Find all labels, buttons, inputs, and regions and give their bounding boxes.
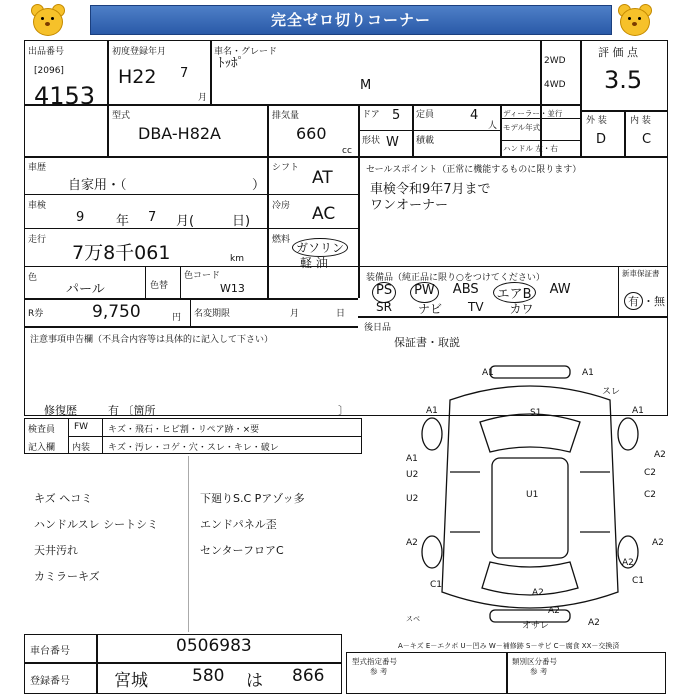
car-name: ﾄｯﾎﾟ xyxy=(218,56,244,71)
plate-label: 登録番号 xyxy=(30,676,70,687)
inspection-year-unit: 年 xyxy=(116,214,130,229)
fw-label: FW xyxy=(74,422,89,432)
history-label: 車歴 xyxy=(28,163,47,173)
mileage-label: 走行 xyxy=(28,235,47,245)
mark-14: A2 xyxy=(406,538,418,548)
plate-kana: は xyxy=(246,671,263,691)
mark-19: C1 xyxy=(632,576,645,586)
fuel-gasoline: ガソリン xyxy=(292,238,348,257)
mark-23: A2 xyxy=(588,618,600,628)
equipment-ps: PS xyxy=(372,282,396,303)
name-change-month: 月 xyxy=(290,309,300,319)
interior-score: C xyxy=(642,132,652,147)
model-year-label: モデル年式 xyxy=(503,123,541,132)
inspection-month-unit: 月( xyxy=(176,214,195,229)
mark-3: スレ xyxy=(602,387,621,397)
inspection-day-unit: 日) xyxy=(232,214,251,229)
car-name-label: 車名・グレード xyxy=(214,47,278,57)
displacement-unit: cc xyxy=(342,146,352,156)
ac-value: AC xyxy=(312,204,336,224)
hand-note-left-2: ハンドルスレ シートシミ xyxy=(34,518,159,531)
after-items-label: 後日品 xyxy=(364,323,392,333)
hand-note-right-1: 下廻りS.C Pアゾッ多 xyxy=(200,492,305,505)
recycle-label: R券 xyxy=(28,309,44,319)
page-banner: 完全ゼロ切りコーナー xyxy=(90,5,612,35)
lot-sub-number: [2096] xyxy=(34,66,64,76)
color-code-label: 色コード xyxy=(184,271,221,281)
category-ref: 参 考 xyxy=(530,667,548,676)
color-label: 色 xyxy=(28,273,38,283)
load-label: 積載 xyxy=(416,136,435,146)
first-registration-label: 初度登録年月 xyxy=(112,47,167,57)
evaluation-score: 3.5 xyxy=(604,66,643,94)
hand-note-right-2: エンドパネル歪 xyxy=(200,518,277,531)
shift-value: AT xyxy=(312,168,333,188)
capacity-unit: 人 xyxy=(488,121,498,131)
car-grade: M xyxy=(360,78,372,93)
mark-4: S1 xyxy=(530,408,542,418)
registration-month: 7 xyxy=(180,66,189,81)
mark-8: A1 xyxy=(406,454,418,464)
mark-6: A1 xyxy=(632,406,644,416)
displacement-value: 660 xyxy=(296,124,327,143)
damage-marks xyxy=(392,362,682,642)
mileage-value: 7万8千061 xyxy=(72,242,171,264)
mark-1: A1 xyxy=(482,368,494,378)
equipment-pw: PW xyxy=(410,282,439,303)
equipment-sr: SR xyxy=(376,300,392,314)
history-value: 自家用・（ xyxy=(68,178,127,193)
hand-note-left-1: キズ ヘコミ xyxy=(34,492,93,505)
handle-label: ハンドル 左・右 xyxy=(503,144,558,153)
lot-number: 4153 xyxy=(34,82,96,110)
ac-label: 冷房 xyxy=(272,201,291,211)
color-code-value: W13 xyxy=(220,282,245,295)
bear-mascot-left-icon xyxy=(28,2,66,36)
inspector-label-2: 記入欄 xyxy=(28,443,56,453)
shift-label: シフト xyxy=(272,163,300,173)
equipment-tv: TV xyxy=(467,300,484,314)
mark-9: U2 xyxy=(406,470,419,480)
mark-16: A2 xyxy=(622,558,634,568)
fuel-label: 燃料 xyxy=(272,235,291,245)
hand-note-right-3: センターフロアC xyxy=(200,544,284,557)
mark-21: スベ xyxy=(406,615,420,623)
registration-year: H22 xyxy=(118,66,157,88)
equipment-abs: ABS xyxy=(452,282,479,297)
mark-13: C2 xyxy=(644,468,657,478)
plate-number: 866 xyxy=(292,666,325,686)
mileage-unit: km xyxy=(230,254,244,264)
equipment-label: 装備品（純正品に限り○をつけてください） xyxy=(366,273,545,283)
plate-class: 580 xyxy=(192,666,225,686)
inspection-label: 車検 xyxy=(28,201,47,211)
color-change-label: 色替 xyxy=(150,281,169,291)
mark-15: A2 xyxy=(652,538,664,548)
door-label: ドア xyxy=(362,110,380,120)
mark-22: オサレ xyxy=(522,621,549,631)
notes-label: 注意事項申告欄（不具合内容等は具体的に記入して下さい） xyxy=(30,335,274,345)
sales-line-2: ワンオーナー xyxy=(370,198,449,213)
mark-10: C2 xyxy=(644,490,657,500)
exterior-score: D xyxy=(596,132,607,147)
color-value: パール xyxy=(66,282,105,297)
model-code: DBA-H82A xyxy=(138,124,221,143)
repair-label: 修復歴 xyxy=(44,404,77,417)
sales-line-1: 車検令和9年7月まで xyxy=(370,182,491,197)
name-change-label: 名変期限 xyxy=(194,309,231,319)
door-count: 5 xyxy=(392,108,401,123)
bear-mascot-right-icon xyxy=(615,2,653,36)
registration-month-unit: 月 xyxy=(198,93,208,103)
interior-check-label: 内装 xyxy=(72,443,91,453)
recycle-value: 9,750 xyxy=(92,302,141,322)
equipment-navi: ナビ xyxy=(417,302,442,316)
type-number-ref: 参 考 xyxy=(370,667,388,676)
history-close: ） xyxy=(252,178,266,193)
hand-note-left-3: 天井汚れ xyxy=(34,544,78,557)
inspection-year: 9 xyxy=(76,210,85,225)
shape-label: 形状 xyxy=(362,136,381,146)
mark-12: U1 xyxy=(526,490,539,500)
equipment-leather: カワ xyxy=(509,302,534,316)
inspection-month: 7 xyxy=(148,210,157,225)
drive-4wd: 4WD xyxy=(544,80,566,90)
hand-note-left-4: カミラーキズ xyxy=(34,570,100,583)
fw-line: キズ・飛石・ヒビ割・リペア跡・×要 xyxy=(108,425,260,435)
body-shape: W xyxy=(386,135,399,150)
fuel-diesel: 軽 油 xyxy=(300,256,328,270)
repair-close: 〕 xyxy=(338,404,349,417)
repair-value: 有 〔箇所 xyxy=(108,404,156,417)
warranty-choice: 有 ・無 xyxy=(624,292,665,310)
mark-5: A1 xyxy=(426,406,438,416)
mark-11: U2 xyxy=(406,494,419,504)
model-label: 型式 xyxy=(112,111,131,121)
capacity-label: 定員 xyxy=(416,110,435,120)
warranty-label: 新車保証書 xyxy=(622,269,660,278)
exterior-label: 外 装 xyxy=(586,116,607,126)
mark-17: C1 xyxy=(430,580,443,590)
interior-label: 内 装 xyxy=(630,116,651,126)
displacement-label: 排気量 xyxy=(272,111,300,121)
chassis-label: 車台番号 xyxy=(30,646,70,657)
chassis-number: 0506983 xyxy=(176,636,252,656)
plate-area: 宮城 xyxy=(114,671,148,691)
interior-check-line: キズ・汚レ・コゲ・穴・スレ・キレ・破レ xyxy=(108,443,279,453)
equipment-aw: AW xyxy=(549,282,571,297)
equipment-row-2 xyxy=(376,300,622,317)
category-label: 類別区分番号 xyxy=(512,657,557,666)
capacity-value: 4 xyxy=(470,108,479,123)
equipment-airbag: エアB xyxy=(493,282,536,303)
mark-2: A1 xyxy=(582,368,594,378)
drive-2wd: 2WD xyxy=(544,56,566,66)
mark-7: A2 xyxy=(654,450,666,460)
after-items-value: 保証書・取説 xyxy=(394,336,460,349)
name-change-day: 日 xyxy=(336,309,346,319)
mark-18: A2 xyxy=(532,588,544,598)
lot-label: 出品番号 xyxy=(28,47,65,57)
recycle-unit: 円 xyxy=(172,313,182,323)
type-number-label: 型式指定番号 xyxy=(352,657,397,666)
sales-point-label: セールスポイント（正常に機能するものに限ります） xyxy=(366,165,582,175)
inspector-label-1: 検査員 xyxy=(28,425,56,435)
dealer-label: ディーラー・並行 xyxy=(503,109,563,118)
score-label: 評 価 点 xyxy=(598,46,638,59)
damage-legend: A－キズ E－エクボ U－凹み W－補修跡 S－サビ C－腐食 XX－交換済 xyxy=(398,642,620,650)
mark-20: A2 xyxy=(548,606,560,616)
